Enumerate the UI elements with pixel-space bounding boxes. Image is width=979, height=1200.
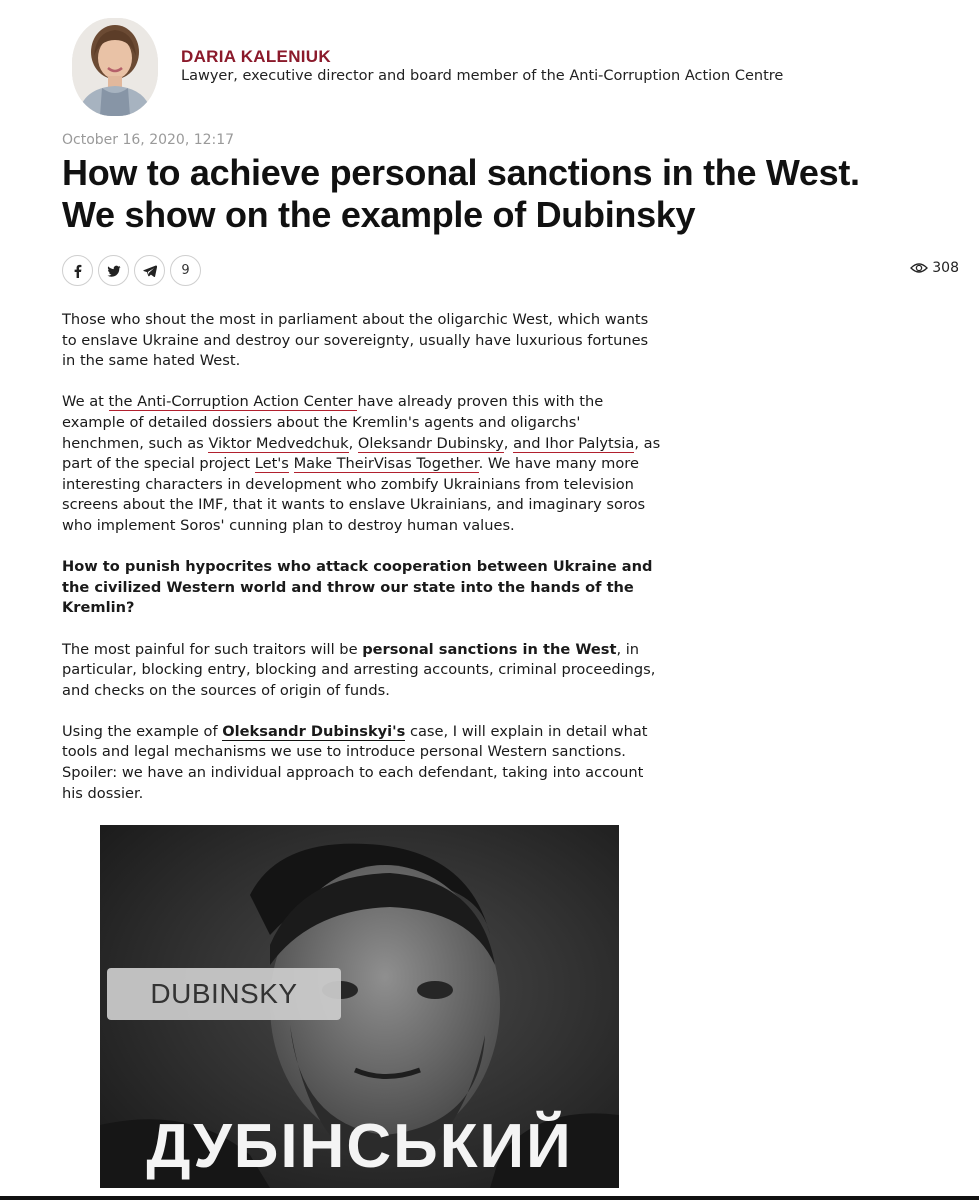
article-title: How to achieve personal sanctions in the West. We show on the example of Dubinsky — [62, 152, 860, 235]
paragraph-intro: Those who shout the most in parliament about the oligarchic West, which wants to enslave Ukraine and destroy our sovereignty, usually have luxurious fortunes in the same hated West. — [62, 311, 649, 370]
link-anticorruption-center[interactable]: the Anti-Corruption Action Center — [108, 393, 358, 411]
link-make-their-visas[interactable]: Make TheirVisas Together — [293, 455, 479, 473]
views-counter — [910, 260, 959, 276]
text-segment: case, I will explain in detail what tools and legal mechanisms we use to introduce personal Western sanctions. Spoiler: we have an individual approach to each defendant, taking into account his dossier. — [62, 722, 648, 802]
bottom-divider — [0, 1196, 979, 1200]
views-count: 308 — [932, 260, 959, 276]
question-heading: How to punish hypocrites who attack cooperation between Ukraine and the civilized Western world and throw our state into the hands of the Kremlin? — [62, 558, 653, 617]
link-dubinskyi-case[interactable]: Oleksandr Dubinskyi's — [222, 722, 406, 740]
twitter-icon — [107, 264, 121, 278]
text-segment: The most painful for such traitors will be — [62, 640, 363, 658]
facebook-share-button[interactable] — [62, 255, 93, 286]
author-block — [62, 18, 922, 118]
facebook-icon — [71, 264, 85, 278]
paragraph-example — [62, 722, 662, 804]
author-avatar[interactable] — [72, 18, 158, 116]
link-lets[interactable]: Let's — [254, 455, 289, 473]
comments-count: 9 — [181, 263, 190, 278]
text-segment: have already proven this with the example of detailed dossiers about the Kremlin's agents and oligarchs' henchmen, such as — [62, 393, 604, 452]
comments-button[interactable] — [170, 255, 201, 286]
text-segment: , as part of the special project — [62, 434, 661, 473]
image-caption: ДУБІНСЬКИЙ — [146, 1112, 573, 1181]
telegram-share-button[interactable] — [134, 255, 165, 286]
author-role: Lawyer, executive director and board member of the Anti-Corruption Action Centre — [181, 68, 784, 84]
text-segment: We at — [62, 393, 109, 411]
text-segment: , — [348, 434, 358, 452]
telegram-icon — [143, 264, 157, 278]
article-body — [62, 310, 662, 825]
article-image[interactable] — [100, 825, 619, 1188]
text-segment — [289, 455, 294, 472]
eye-icon — [910, 262, 928, 274]
link-medvedchuk[interactable]: Viktor Medvedchuk — [208, 434, 349, 452]
article-date: October 16, 2020, 12:17 — [62, 132, 235, 148]
text-segment: , — [503, 434, 514, 452]
text-segment: Using the example of — [62, 722, 223, 740]
author-name[interactable]: DARIA KALENIUK — [181, 47, 331, 66]
bold-personal-sanctions: personal sanctions in the West — [362, 640, 617, 658]
text-segment: . We have many more interesting characters in development who zombify Ukrainians from television screens about the IMF, that it wants to enslave Ukrainians, and imaginary soros who implement Soros' cunning plan to destroy human values. — [62, 455, 646, 534]
twitter-share-button[interactable] — [98, 255, 129, 286]
paragraph-dossiers — [62, 392, 662, 536]
image-name-tag: DUBINSKY — [107, 968, 341, 1020]
paragraph-sanctions — [62, 640, 662, 702]
link-dubinsky[interactable]: Oleksandr Dubinsky — [357, 434, 504, 452]
link-palytsia[interactable]: and Ihor Palytsia — [513, 434, 635, 452]
text-segment: , in particular, blocking entry, blocking and arresting accounts, criminal proceedings, and checks on the sources of origin of funds. — [62, 640, 656, 699]
author-photo — [72, 18, 158, 116]
